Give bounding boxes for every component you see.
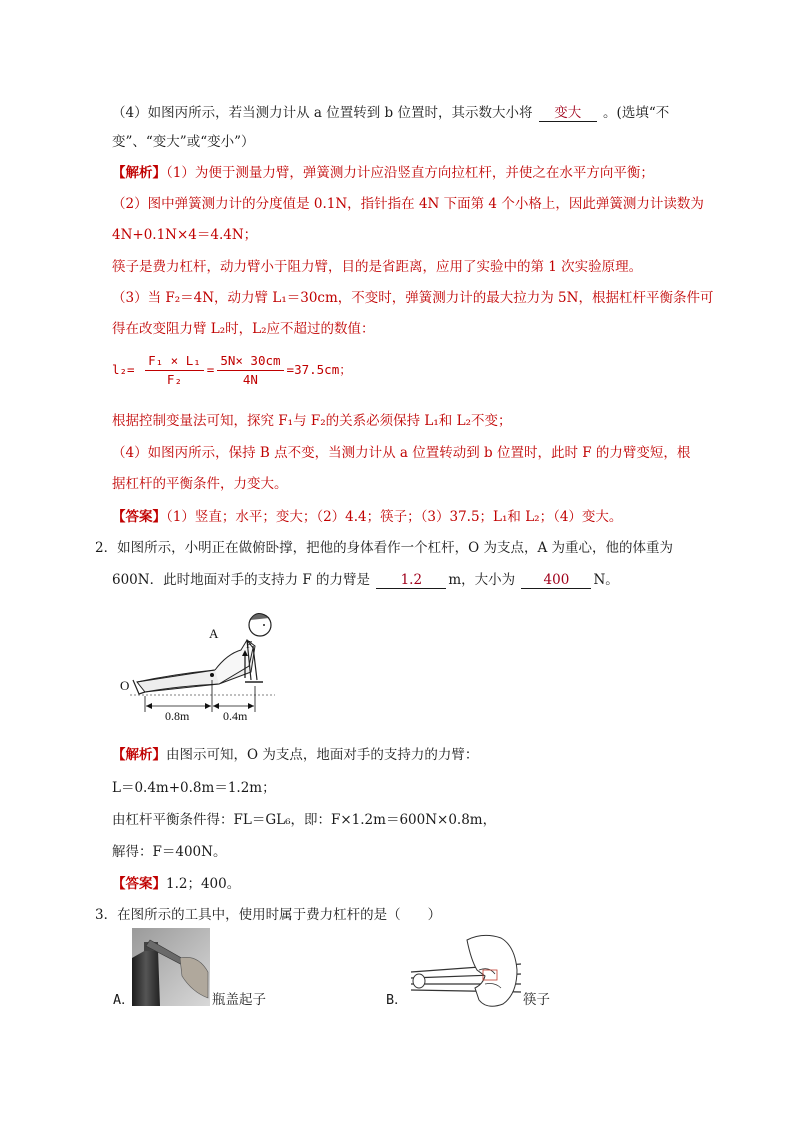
analysis-tag: 【解析】 xyxy=(112,747,166,763)
analysis2-p3: 由杠杆平衡条件得：FL＝GL₆，即：F×1.2m＝600N×0.8m， xyxy=(112,812,497,828)
label-0-8m: 0.8m xyxy=(165,709,190,723)
bottle-opener-image xyxy=(132,928,210,1006)
q2-text-post: N。 xyxy=(593,572,619,588)
analysis1-p1-text: （1）为便于测量力臂，弹簧测力计应沿竖直方向拉杠杆，并使之在水平方向平衡； xyxy=(166,165,654,181)
label-a: A xyxy=(209,626,219,641)
option-b-text: 筷子 xyxy=(523,992,550,1008)
analysis2-p1 xyxy=(112,745,478,765)
formula-fraction-2 xyxy=(217,352,283,389)
option-a-text: 瓶盖起子 xyxy=(212,992,266,1008)
analysis1-p1 xyxy=(112,163,654,183)
analysis1-p2a: （2）图中弹簧测力计的分度值是 0.1N，指针指在 4N 下面第 4 个小格上，因此弹簧测力计读数为 xyxy=(112,196,704,212)
analysis1-p6a: （4）如图丙所示，保持 B 点不变，当测力计从 a 位置转动到 b 位置时，此时 F 的力臂变短，根 xyxy=(112,445,691,461)
q3-line1: 3．在图所示的工具中，使用时属于费力杠杆的是（ ） xyxy=(95,907,442,923)
answer2-text: 1.2；400。 xyxy=(166,876,241,892)
q2-text-pre: 600N．此时地面对手的支持力 F 的力臂是 xyxy=(112,572,371,588)
analysis1-p5: 根据控制变量法可知，探究 F₁与 F₂的关系必须保持 L₁和 L₂不变； xyxy=(112,413,512,429)
option-b-label: B． xyxy=(386,992,408,1008)
q2-blank-lever-arm: 1.2 xyxy=(376,572,446,589)
analysis1-p2b: 4N+0.1N×4＝4.4N； xyxy=(112,227,258,243)
q2-line1: 2．如图所示，小明正在做俯卧撑，把他的身体看作一个杠杆，O 为支点，A 为重心，他的体重为 xyxy=(95,540,673,556)
q2-text-mid: m，大小为 xyxy=(448,572,516,588)
q1-part4-line1 xyxy=(112,103,669,123)
formula-denominator-1: F₂ xyxy=(166,372,182,387)
label-o: O xyxy=(120,678,130,693)
answer1 xyxy=(112,507,622,527)
analysis1-p4b: 得在改变阻力臂 L₂时，L₂应不超过的数值： xyxy=(112,321,375,337)
analysis2-p2: L＝0.4m+0.8m＝1.2m； xyxy=(112,780,276,796)
point-a-marker xyxy=(210,673,214,677)
label-0-4m: 0.4m xyxy=(223,709,248,723)
q2-blank-force: 400 xyxy=(521,572,591,589)
analysis2-p1-text: 由图示可知，O 为支点，地面对手的支持力的力臂： xyxy=(166,747,479,763)
answer-tag: 【答案】 xyxy=(112,876,166,892)
q1-part4-line2: 变”、“变大”或“变小”） xyxy=(112,134,255,150)
formula-fraction-1 xyxy=(145,352,204,389)
formula: l₂= $\frac{\text{F₁ × L₁}}{\text{F₂}}$ = $\frac{5N\times 30cm}{4N}$ =37.5cm； xyxy=(112,353,352,387)
pushup-figure xyxy=(115,600,285,725)
formula-numerator-2: 5N× 30cm xyxy=(217,352,283,371)
q1-part4-text: （4）如图丙所示，若当测力计从 a 位置转到 b 位置时，其示数大小将 xyxy=(112,105,533,121)
analysis-tag: 【解析】 xyxy=(112,165,166,181)
label-f: F xyxy=(246,639,253,651)
analysis2-p4: 解得：F＝400N。 xyxy=(112,844,227,860)
analysis1-p3: 筷子是费力杠杆，动力臂小于阻力臂，目的是省距离，应用了实验中的第 1 次实验原理。 xyxy=(112,259,643,275)
q2-line2 xyxy=(112,570,619,590)
analysis1-p6b: 据杠杆的平衡条件，力变大。 xyxy=(112,476,288,492)
formula-result: =37.5cm； xyxy=(286,362,352,377)
answer-tag: 【答案】 xyxy=(112,509,166,525)
formula-lhs: l₂= xyxy=(112,362,135,377)
formula-denominator-2: 4N xyxy=(242,372,258,387)
chopsticks-image xyxy=(405,930,523,1010)
analysis1-p4a: （3）当 F₂＝4N，动力臂 L₁＝30cm，不变时，弹簧测力计的最大拉力为 5N，根据杠杆平衡条件可 xyxy=(112,290,714,306)
formula-numerator-1: F₁ × L₁ xyxy=(145,352,204,371)
q1-part4-text-post: 。(选填“不 xyxy=(603,105,670,121)
answer2 xyxy=(112,874,240,894)
option-a-label: A． xyxy=(113,992,135,1008)
q1-part4-answer-blank: 变大 xyxy=(539,105,597,122)
answer1-text: （1）竖直；水平；变大；（2）4.4；筷子；（3）37.5；L₁和 L₂；（4）变大。 xyxy=(166,509,623,525)
